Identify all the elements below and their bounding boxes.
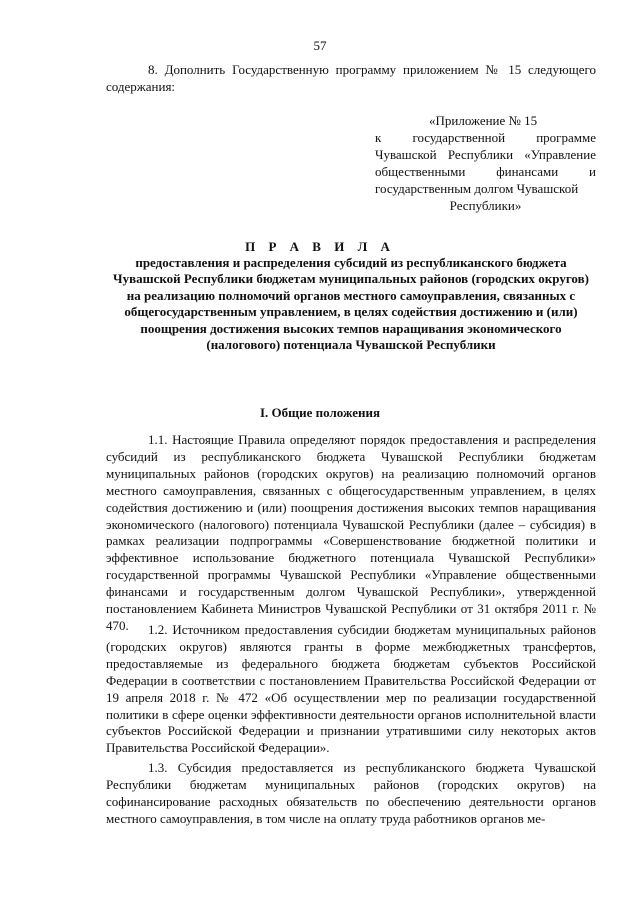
- appendix-title: «Приложение № 15: [429, 113, 538, 128]
- paragraph-1-1: 1.1. Настоящие Правила определяют порядок предоставления и распределения субсидий из республиканского бюджета Чувашской Республики бюджетам муниципальных районов (городских округов) на реализацию полномочий органов местного самоуправления, связанных с общегосударственным управлением, в целях содействия достижению и (или) поощрения достижения высоких темпов наращивания экономического (налогового) потенциала Чувашской Республики (далее – субсидия) в рамках реализации подпрограммы «Совершенствование бюджетной политики и эффективное использование бюджетного потенциала Чувашской Республики» государственной программы Чувашской Республики «Управление общественными финансами и государственным долгом Чувашской Республики», утвержденной постановлением Кабинета Министров Чувашской Республики от 31 октября 2011 г. № 470.: [106, 432, 596, 633]
- intro-paragraph: 8. Дополнить Государственную программу приложением № 15 следующего содержания:: [106, 62, 596, 94]
- document-subtitle: предоставления и распределения субсидий из республиканского бюджета Чувашской Республики бюджетам муниципальных районов (городских округов) на реализацию полномочий органов местного самоуправления, связанных с общегосударственным управлением, в целях содействия достижению и (или) поощрения достижения высоких темпов наращивания экономического (налогового) потенциала Чувашской Республики: [113, 255, 589, 353]
- appendix-header: [375, 112, 596, 214]
- document-title: П Р А В И Л А: [245, 239, 395, 254]
- appendix-reference-end: Республики»: [449, 198, 522, 213]
- section-heading: I. Общие положения: [260, 405, 380, 420]
- appendix-reference: к государственной программе Чувашской Республики «Управление общественными финансами и государственным долгом Чувашской: [375, 130, 596, 196]
- page-number: 57: [313, 38, 327, 53]
- paragraph-1-3: 1.3. Субсидия предоставляется из республиканского бюджета Чувашской Республики бюджетам муниципальных районов (городских округов) на софинансирование расходных обязательств по обеспечению деятельности органов местного самоуправления, в том числе на оплату труда работников органов ме-: [106, 760, 596, 826]
- paragraph-1-2: 1.2. Источником предоставления субсидии бюджетам муниципальных районов (городских округов) являются гранты в форме межбюджетных трансфертов, предоставляемые из федерального бюджета бюджетам субъектов Российской Федерации в соответствии с постановлением Правительства Российской Федерации от 19 апреля 2018 г. № 472 «Об осуществлении мер по реализации государственной политики в сфере оценки эффективности деятельности органов исполнительной власти субъектов Российской Федерации и признании утратившими силу некоторых актов Правительства Российской Федерации».: [106, 622, 596, 756]
